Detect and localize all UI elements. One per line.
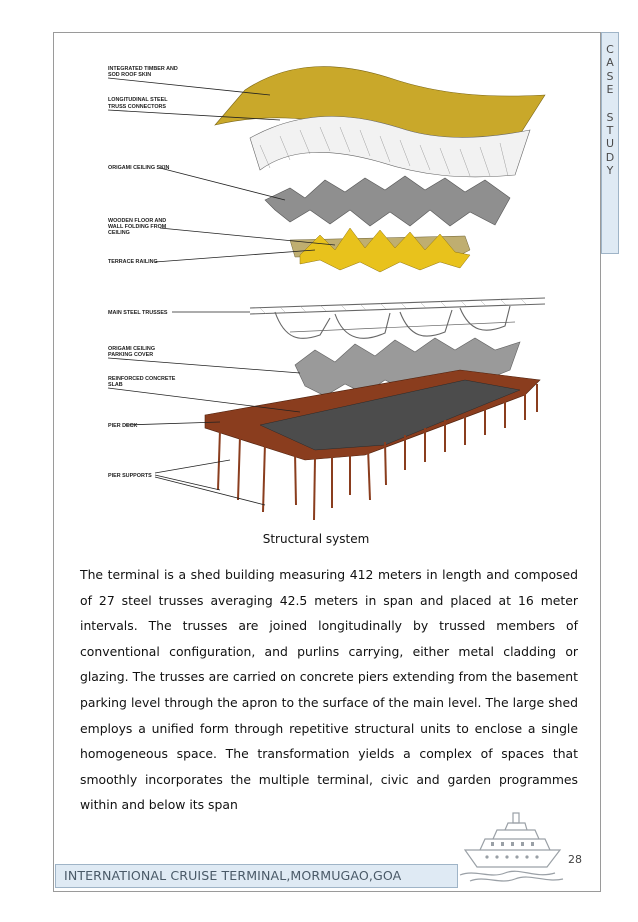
side-tab-case-study — [601, 32, 619, 254]
side-tab-gap — [602, 97, 618, 111]
page-number: 28 — [568, 853, 582, 866]
label-truss-connectors-1: LONGITUDINAL STEEL — [108, 97, 168, 103]
label-concrete-slab-2: SLAB — [108, 382, 123, 388]
side-tab-letter: Y — [606, 164, 614, 178]
label-truss-connectors-2: TRUSS CONNECTORS — [108, 104, 167, 110]
side-tab-letter: D — [605, 150, 615, 164]
footer-title: INTERNATIONAL CRUISE TERMINAL,MORMUGAO,GOA — [64, 868, 402, 883]
cruise-ship-logo — [455, 795, 570, 885]
side-tab-letter: T — [606, 124, 614, 138]
label-origami-ceiling-skin: ORIGAMI CEILING SKIN — [108, 165, 170, 171]
label-wooden-floor-1: WOODEN FLOOR AND — [108, 218, 167, 224]
label-timber-roof-2: SOD ROOF SKIN — [108, 72, 152, 78]
label-main-steel-trusses: MAIN STEEL TRUSSES — [108, 310, 168, 316]
label-parking-cover-1: ORIGAMI CEILING — [108, 346, 156, 352]
side-tab-letter: E — [606, 83, 614, 97]
caption-text: Structural system — [262, 532, 370, 546]
figure-caption — [0, 532, 638, 546]
label-parking-cover-2: PARKING COVER — [108, 352, 154, 358]
label-timber-roof-1: INTEGRATED TIMBER AND — [108, 66, 178, 72]
label-pier-deck: PIER DECK — [108, 423, 138, 429]
side-tab-letter: C — [606, 43, 614, 56]
body-paragraph: The terminal is a shed building measuring 412 meters in length and composed of 27 steel trusses averaging 42.5 meters in span and placed at 16 meter intervals. The trusses are joined longitudinally by trussed members of conventional configuration, and purlins carrying, either metal cladding or glazing. The trusses are carried on concrete piers extending from the basement parking level through the apron to the surface of the main level. The large shed employs a unified form through repetitive structural units to enclose a single homogeneous space. The transformation yields a complex of spaces that smoothly incorporates the multiple terminal, civic and garden programmes within and below its span — [80, 567, 578, 813]
main-steel-trusses — [250, 298, 545, 338]
label-wooden-floor-3: CEILING — [108, 230, 130, 236]
label-wooden-floor-2: WALL FOLDING FROM — [108, 224, 167, 230]
side-tab-letter: U — [605, 137, 615, 151]
label-terrace-railing: TERRACE RAILING — [108, 259, 158, 265]
origami-ceiling-skin — [265, 176, 510, 226]
label-pier-supports: PIER SUPPORTS — [108, 473, 152, 479]
label-concrete-slab-1: REINFORCED CONCRETE — [108, 376, 176, 382]
side-tab-letter: S — [606, 69, 614, 83]
footer-title-bar — [55, 864, 458, 888]
side-tab-letter: A — [606, 56, 614, 70]
side-tab-letter: S — [606, 110, 614, 124]
structural-system-diagram — [100, 50, 570, 520]
terrace-railing — [300, 228, 470, 272]
